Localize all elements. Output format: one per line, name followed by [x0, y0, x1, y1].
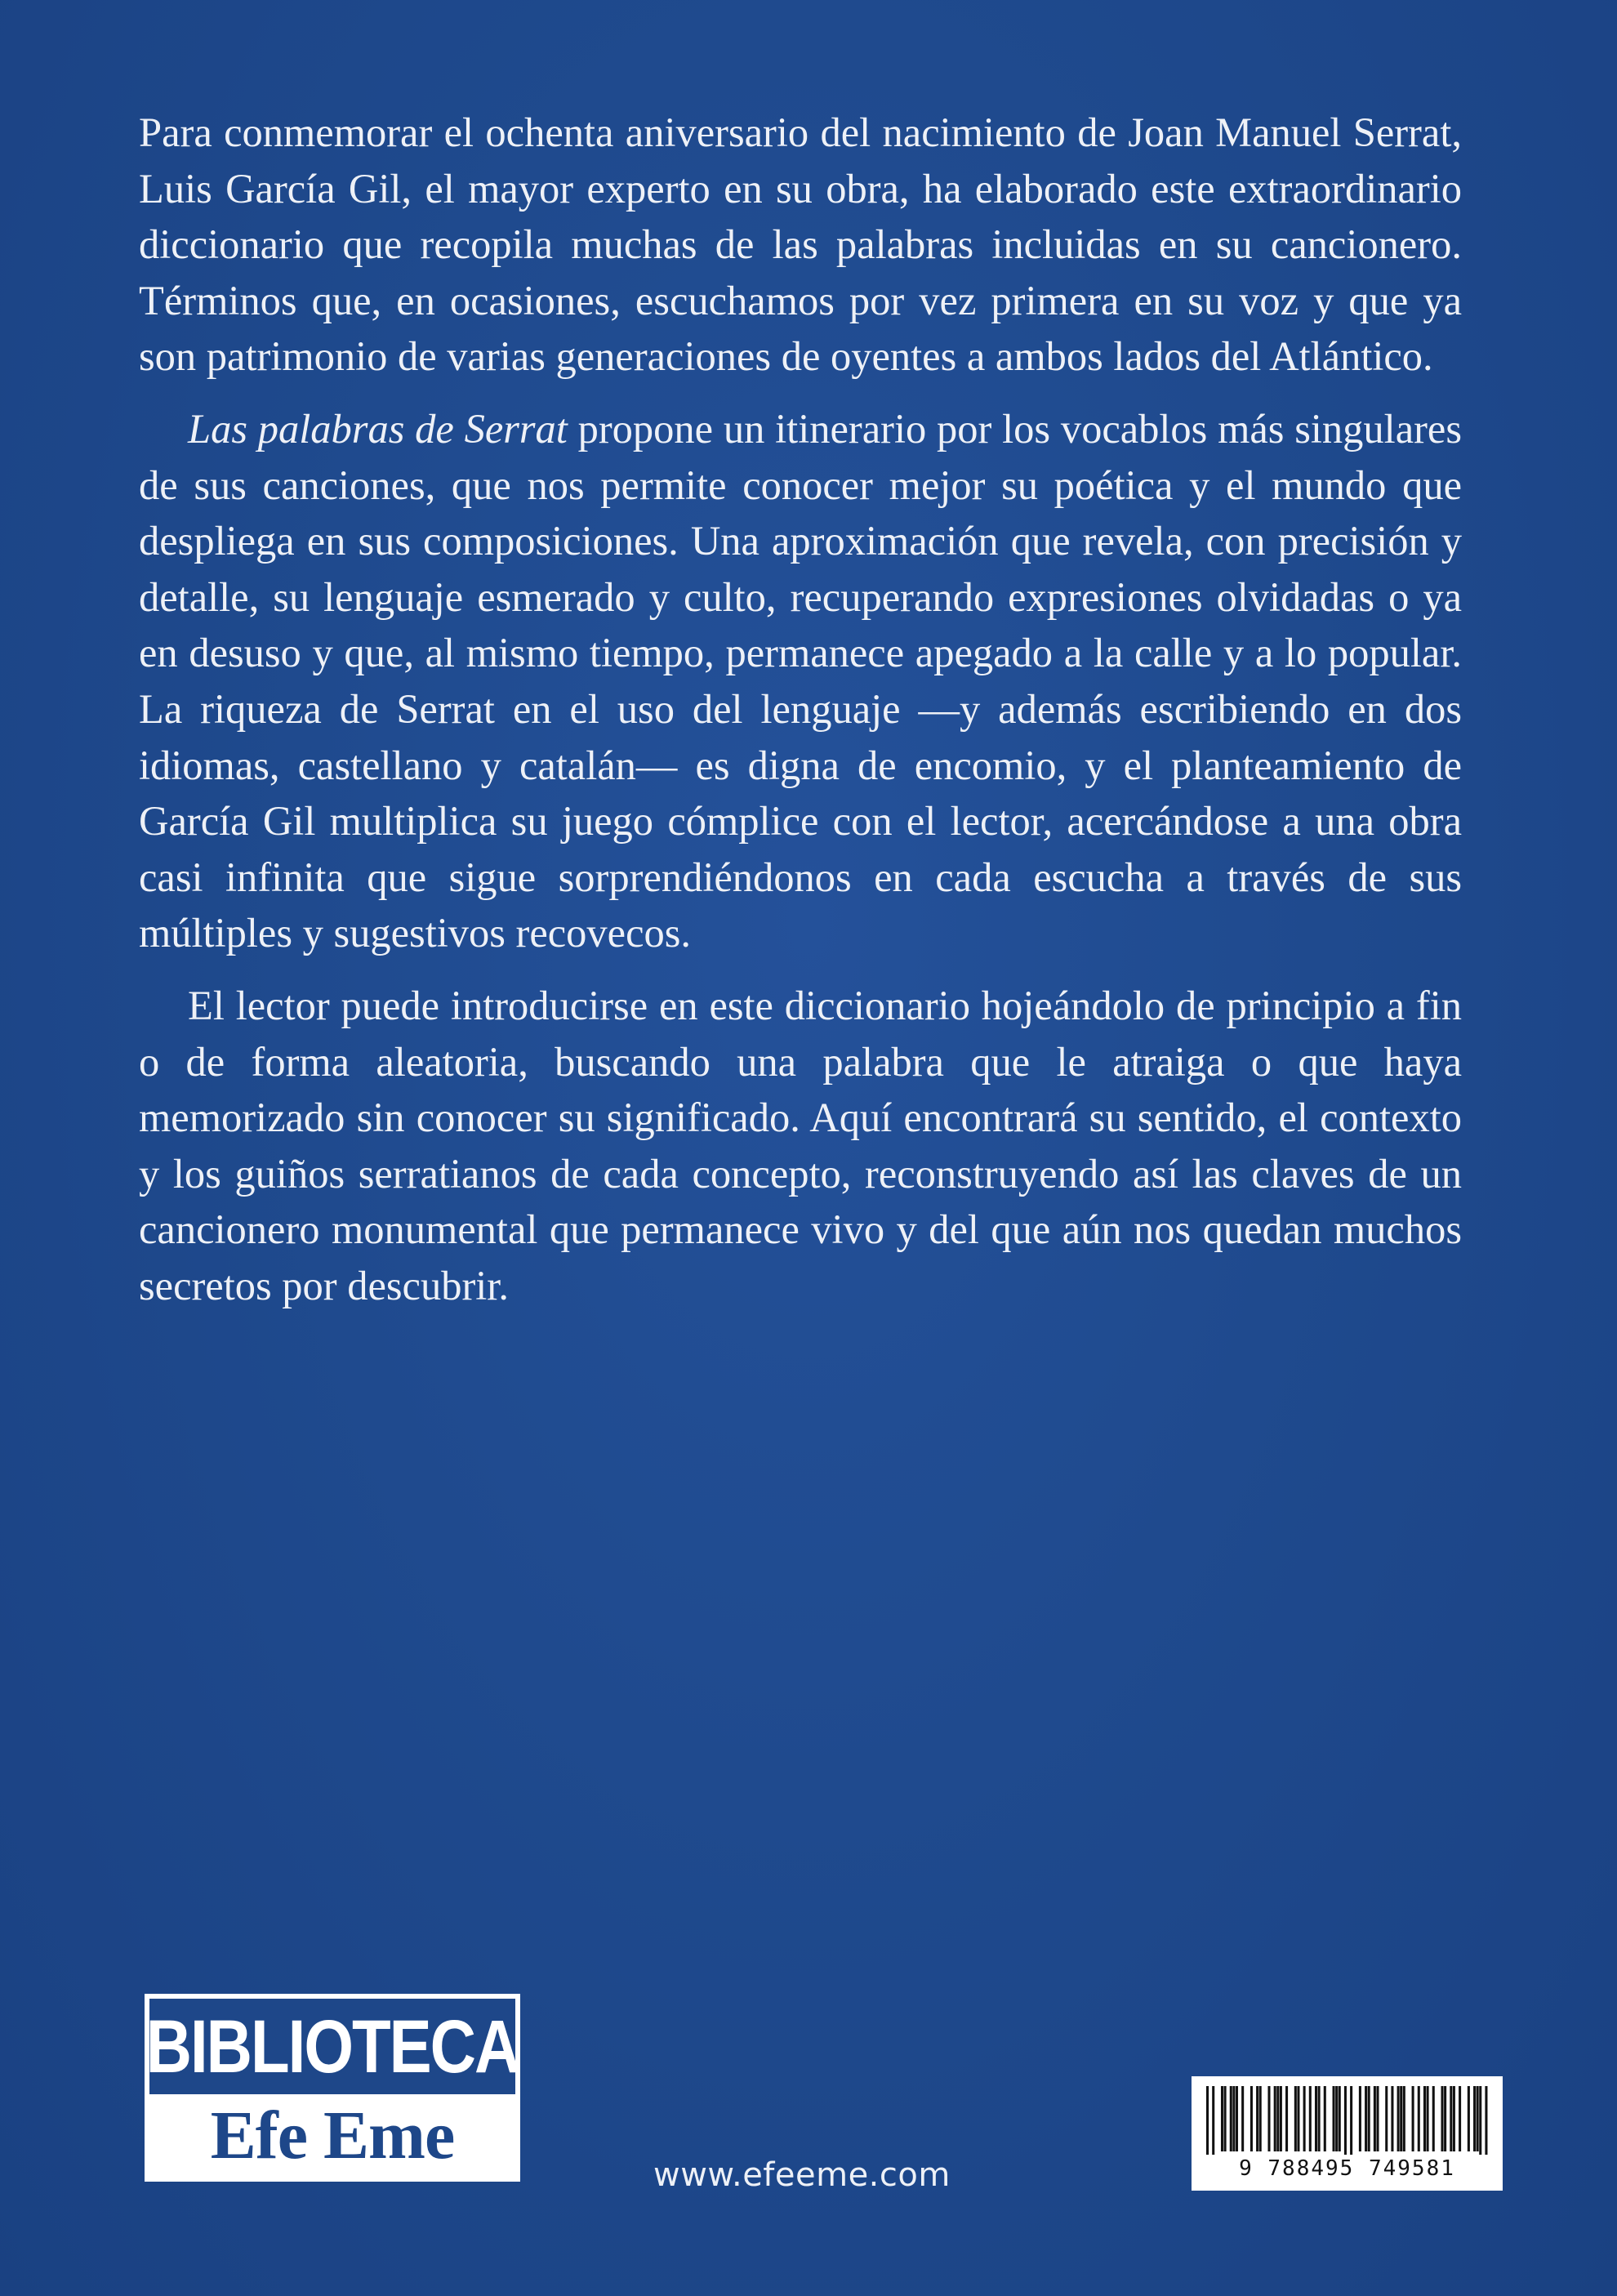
- isbn-barcode: [1192, 2076, 1503, 2191]
- barcode-bar: [1259, 2086, 1262, 2151]
- barcode-bar: [1297, 2086, 1299, 2151]
- barcode-bar: [1315, 2086, 1317, 2151]
- blurb-paragraph-2: [139, 401, 1462, 961]
- barcode-bar: [1344, 2086, 1347, 2155]
- blurb-paragraph-2-text: propone un itinerario por los vocablos más singulares de sus canciones, que nos permite conocer mejor su poética y el mundo que despliega en sus composiciones. Una aproximación que revela, con precisión y detalle, su lenguaje esmerado y culto, recuperando expresiones olvidadas o ya en desuso y que, al mismo tiempo, permanece apegado a la calle y a lo popular. La riqueza de Serrat en el uso del lenguaje —y además escribiendo en dos idiomas, castellano y catalán— es digna de encomio, y el planteamiento de García Gil multiplica su juego cómplice con el lector, acercándose a una obra casi infinita que sigue sorprendiéndonos en cada escucha a través de sus múltiples y sugestivos recovecos.: [139, 405, 1462, 956]
- barcode-bar: [1453, 2086, 1455, 2151]
- barcode-bar: [1468, 2086, 1470, 2151]
- barcode-bar: [1359, 2086, 1361, 2151]
- barcode-bar: [1368, 2086, 1370, 2151]
- barcode-bar: [1241, 2086, 1244, 2151]
- barcode-bar: [1250, 2086, 1253, 2151]
- barcode-bar: [1418, 2086, 1420, 2151]
- barcode-bar: [1276, 2086, 1279, 2151]
- barcode-bar: [1397, 2086, 1400, 2151]
- barcode-bar: [1473, 2086, 1476, 2151]
- barcode-bar: [1391, 2086, 1393, 2151]
- barcode-bar: [1324, 2086, 1326, 2151]
- barcode-bar: [1427, 2086, 1429, 2151]
- barcode-bar: [1423, 2086, 1426, 2151]
- barcode-bar: [1385, 2086, 1388, 2151]
- barcode-bars: [1206, 2086, 1488, 2155]
- barcode-bar: [1403, 2086, 1405, 2151]
- logo-biblioteca: BIBLIOTECA: [145, 2003, 519, 2089]
- publisher-website[interactable]: www.efeeme.com: [653, 2156, 951, 2194]
- barcode-bar: [1221, 2086, 1223, 2151]
- barcode-bar: [1309, 2086, 1312, 2151]
- barcode-bar: [1232, 2086, 1235, 2151]
- barcode-bar: [1365, 2086, 1367, 2151]
- barcode-bar: [1444, 2086, 1446, 2151]
- barcode-bar: [1479, 2086, 1481, 2155]
- publisher-logo: [145, 1994, 520, 2182]
- barcode-bar: [1485, 2086, 1487, 2155]
- barcode-bar: [1274, 2086, 1276, 2151]
- barcode-bar: [1224, 2086, 1227, 2151]
- barcode-bar: [1230, 2086, 1232, 2151]
- barcode-bar: [1333, 2086, 1335, 2151]
- barcode-bar: [1450, 2086, 1452, 2151]
- barcode-bar: [1400, 2086, 1402, 2151]
- barcode-bar: [1318, 2086, 1321, 2151]
- book-title-italic: Las palabras de Serrat: [188, 405, 568, 452]
- barcode-bar: [1267, 2086, 1270, 2151]
- barcode-bar: [1374, 2086, 1376, 2151]
- barcode-bar: [1294, 2086, 1297, 2151]
- barcode-bar: [1376, 2086, 1379, 2151]
- blurb-paragraph-1: Para conmemorar el ochenta aniversario del nacimiento de Joan Manuel Serrat, Luis García Gil, el mayor experto en su obra, ha elaborado este extraordinario diccionario que recopila muchas de las palabras incluidas en su cancionero. Términos que, en ocasiones, escuchamos por vez primera en su voz y que ya son patrimonio de varias generaciones de oyentes a ambos lados del Atlántico.: [139, 109, 1462, 380]
- barcode-bar: [1206, 2086, 1209, 2155]
- barcode-bar: [1256, 2086, 1258, 2151]
- barcode-bar: [1432, 2086, 1435, 2151]
- barcode-bar: [1441, 2086, 1444, 2151]
- barcode-bar: [1285, 2086, 1288, 2151]
- barcode-bar: [1350, 2086, 1352, 2155]
- barcode-bar: [1412, 2086, 1414, 2151]
- blurb-text: [139, 105, 1462, 1330]
- barcode-bar: [1339, 2086, 1341, 2151]
- barcode-bar: [1280, 2086, 1282, 2151]
- isbn-digits: 9 788495 749581: [1239, 2156, 1455, 2181]
- barcode-bar: [1335, 2086, 1338, 2151]
- barcode-bar: [1459, 2086, 1461, 2151]
- barcode-bar: [1236, 2086, 1238, 2151]
- blurb-paragraph-3: El lector puede introducirse en este diccionario hojeándolo de principio a fin o de forma aleatoria, buscando una palabra que le atraiga o que haya memorizado sin conocer su significado. Aquí encontrará su sentido, el contexto y los guiños serratianos de cada concepto, reconstruyendo así las claves de un cancionero monumental que permanece vivo y del que aún nos quedan muchos secretos por descubrir.: [139, 982, 1462, 1308]
- barcode-bar: [1303, 2086, 1306, 2151]
- barcode-bar: [1212, 2086, 1214, 2155]
- barcode-bar: [1477, 2086, 1479, 2151]
- logo-efe-eme: Efe Eme: [149, 2094, 515, 2177]
